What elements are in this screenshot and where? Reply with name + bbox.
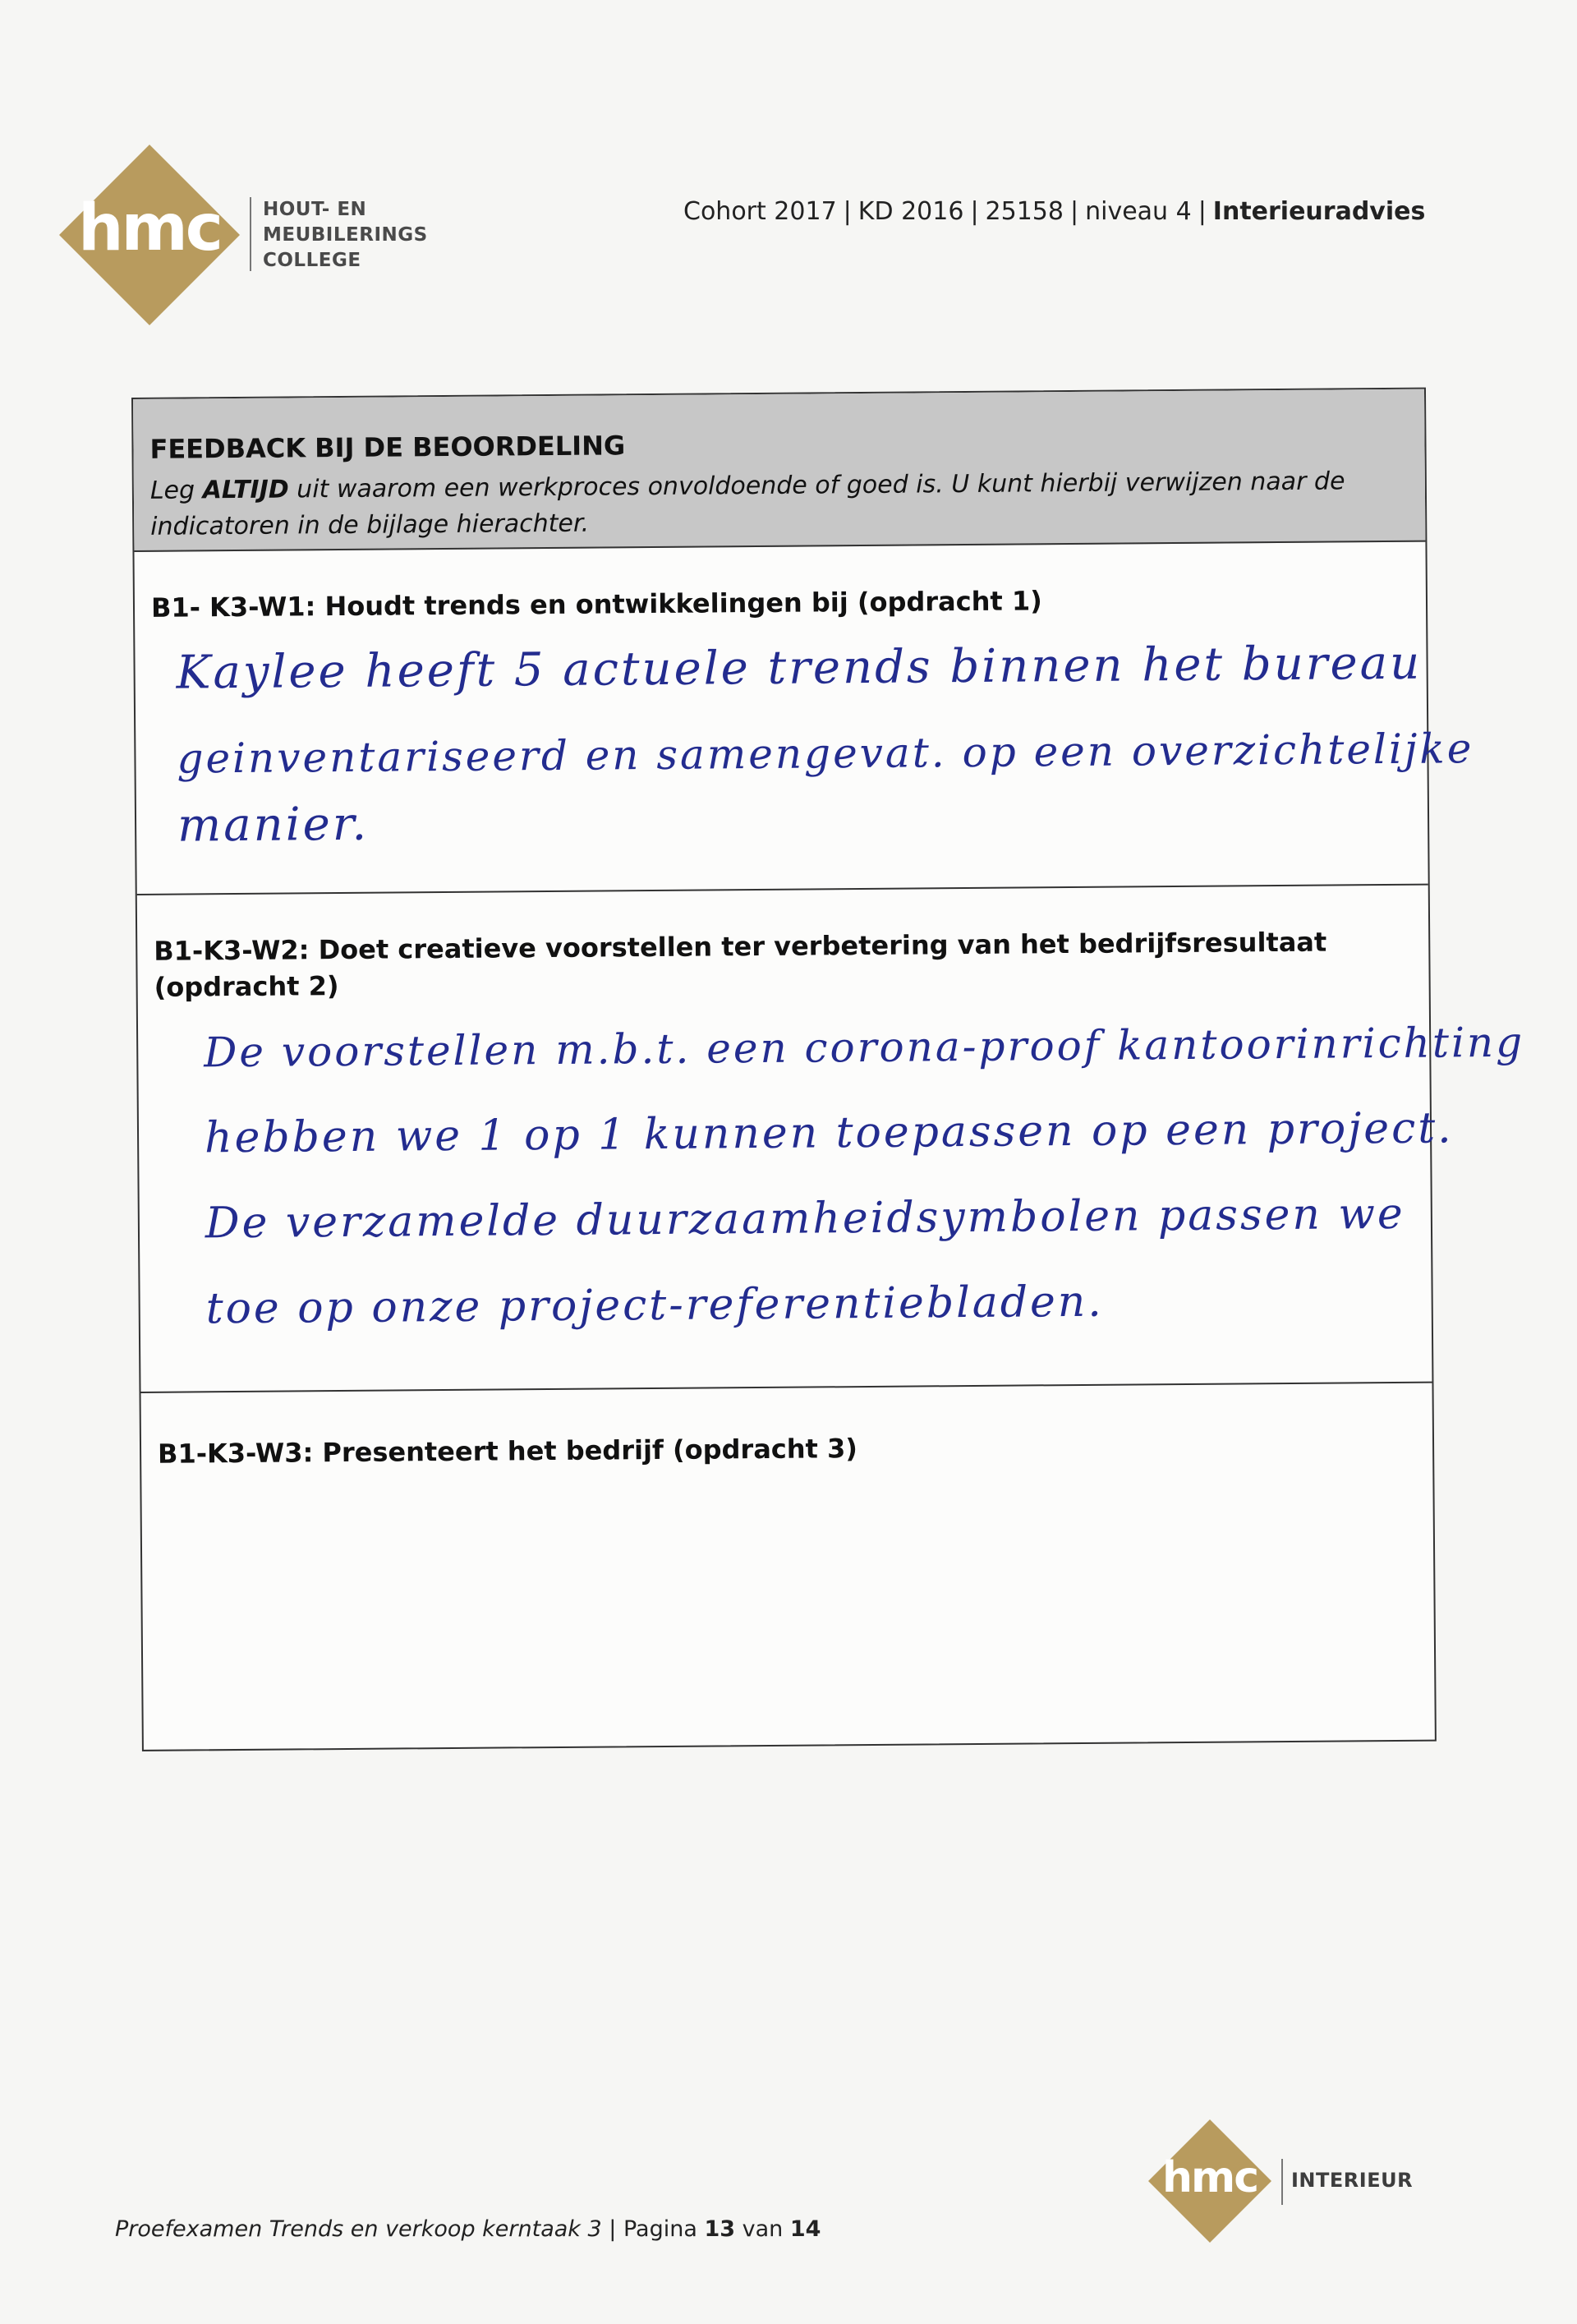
feedback-table xyxy=(131,388,1525,1751)
brand-line-2: MEUBILERINGS xyxy=(263,224,428,246)
section-title: B1-K3-W2: Doet creatieve voorstellen ter verbetering van het bedrijfsresultaat (opdracht 2) xyxy=(154,926,1327,1003)
interieur-divider xyxy=(1281,2159,1283,2205)
kd: KD 2016 xyxy=(857,197,964,226)
instruction-pre: Leg xyxy=(149,476,203,505)
handwriting-line: toe op onze project-referentiebladen. xyxy=(205,1277,1105,1334)
cohort: Cohort 2017 xyxy=(683,197,837,226)
section-title: B1- K3-W1: Houdt trends en ontwikkelingen bij (opdracht 1) xyxy=(150,585,1042,624)
hmc-logo xyxy=(59,145,240,325)
handwriting-line: Kaylee heeft 5 actuele trends binnen het bureau xyxy=(176,636,1423,700)
handwriting-line: geinventariseerd en samengevat. op een overzichtelijke xyxy=(177,725,1474,783)
handwritten-feedback xyxy=(176,621,1474,853)
brand-line-1: HOUT- EN xyxy=(263,199,367,220)
header-meta: Cohort 2017 | KD 2016 | 25158 | niveau 4 | Interieuradvies xyxy=(683,197,1426,226)
logo-text: hmc xyxy=(77,191,222,265)
feedback-title: FEEDBACK BIJ DE BEOORDELING xyxy=(149,430,626,465)
feedback-header xyxy=(133,389,1425,552)
opleiding: Interieuradvies xyxy=(1212,197,1426,226)
page-footer: Proefexamen Trends en verkoop kerntaak 3 | Pagina 13 van 14 xyxy=(115,2216,821,2242)
feedback-instruction xyxy=(150,463,1409,545)
section-title: B1-K3-W3: Presenteert het bedrijf (opdracht 3) xyxy=(157,1433,858,1470)
handwriting-line: De verzamelde duurzaamheidsymbolen passen we xyxy=(205,1189,1405,1249)
footer-doc-title: Proefexamen Trends en verkoop kerntaak 3 xyxy=(115,2216,602,2242)
logo-text-small: hmc xyxy=(1161,2153,1258,2202)
hmc-interieur-logo xyxy=(1148,2119,1271,2243)
handwriting-line: De voorstellen m.b.t. een corona-proof kantoorinrichting xyxy=(204,1018,1525,1077)
handwriting-line: manier. xyxy=(177,797,370,853)
page-label: Pagina xyxy=(623,2216,697,2242)
brand-name xyxy=(263,197,428,274)
instruction-bold: ALTIJD xyxy=(202,475,289,505)
page-of: van xyxy=(742,2216,784,2242)
instruction-post: uit waarom een werkproces onvoldoende of goed is. U kunt hierbij verwijzen naar de indicatoren in de bijlage hierachter. xyxy=(150,467,1345,541)
exam-code: 25158 xyxy=(985,197,1064,226)
interieur-label: INTERIEUR xyxy=(1291,2169,1414,2192)
brand-divider xyxy=(250,197,251,271)
handwriting-line: hebben we 1 op 1 kunnen toepassen op een project. xyxy=(204,1103,1454,1163)
page-current: 13 xyxy=(704,2216,736,2242)
section-w2 xyxy=(137,886,1525,1393)
section-w3 xyxy=(141,1383,1435,1753)
section-w1 xyxy=(134,542,1474,895)
handwritten-feedback xyxy=(204,1001,1525,1352)
page-total: 14 xyxy=(789,2216,821,2242)
niveau: niveau 4 xyxy=(1085,197,1192,226)
brand-line-3: COLLEGE xyxy=(263,250,361,271)
